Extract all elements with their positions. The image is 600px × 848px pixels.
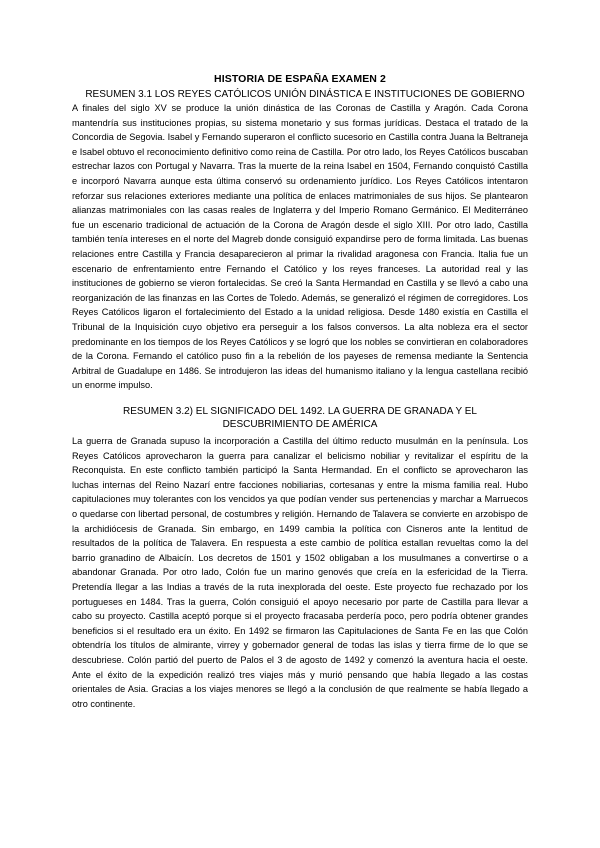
section-heading-3-2-line2: DESCUBRIMIENTO DE AMÉRICA	[222, 419, 378, 430]
section-body-3-2: La guerra de Granada supuso la incorporación a Castilla del último reducto musulmán en la península. Los Reyes Católicos aprovecharon la guerra para canalizar el belicismo nobiliar y revitalizar el espíritu de la Reconquista. En este conflicto también participó la Santa Hermandad. En el conflicto se aprovecharon las luchas internas del Reino Nazarí entre facciones nobiliarias, cortesanas y entre la misma familia real. Hubo capitulaciones muy tolerantes con los vencidos ya que podían vender sus pertenencias y marchar a Marruecos o quedarse con libertad personal, de costumbres y religión. Hernando de Talavera se convierte en arzobispo de la archidiócesis de Granada. Sin embargo, en 1499 cambia la política con Cisneros ante la lentitud de resultados de la política de Talavera. En respuesta a este cambio de política estallan revueltas como la del barrio granadino de Albaicín. Los decretos de 1501 y 1502 obligaban a los musulmanes a convertirse o a abandonar Granada. Por otro lado, Colón fue un marino genovés que creía en la esfericidad de la Tierra. Pretendía llegar a las Indias a través de la ruta inexplorada del oeste. Este proyecto fue rechazado por los portugueses en 1484. Tras la guerra, Colón consiguió el apoyo necesario por parte de Castilla para llevar a cabo su proyecto. Castilla aceptó porque si el proyecto fracasaba perdería poco, pero podría obtener grandes beneficios si el resultado era un éxito. En 1492 se firmaron las Capitulaciones de Santa Fe en las que Colón obtendría los títulos de almirante, virrey y gobernador general de todas las islas y tierra firme de lo que se descubriese. Colón partió del puerto de Palos el 3 de agosto de 1492 y comenzó la aventura hacia el oeste. Ante el éxito de la expedición realizó tres viajes más y murió pensando que había llegado a las costas orientales de Asia. Gracias a los viajes menores se llegó a la conclusión de que realmente se había llegado a otro continente.	[72, 436, 528, 709]
section-heading-3-2-line1: RESUMEN 3.2) EL SIGNIFICADO DEL 1492. LA GUERRA DE GRANADA Y EL	[122, 406, 477, 417]
section-heading-3-1: RESUMEN 3.1 LOS REYES CATÓLICOS UNIÓN DINÁSTICA E INSTITUCIONES DE GOBIERNO	[85, 89, 525, 100]
section-heading-3-2	[110, 405, 490, 431]
document-title: HISTORIA DE ESPAÑA EXAMEN 2	[214, 73, 386, 85]
section-body-3-1: A finales del siglo XV se produce la unión dinástica de las Coronas de Castilla y Aragón. Cada Corona mantendría sus instituciones propias, su sistema monetario y sus formas jurídicas. Destaca el tratado de la Concordia de Segovia. Isabel y Fernando superaron el conflicto sucesorio en Castilla contra Juana la Beltraneja e Isabel obtuvo el reconocimiento definitivo como reina de Castilla. Por otro lado, los Reyes Católicos buscaban estrechar lazos con Portugal y Navarra. Tras la muerte de la reina Isabel en 1504, Fernando conquistó Castilla e incorporó Navarra aunque esta última conservó su ordenamiento jurídico. Los Reyes Católicos intentaron reforzar sus relaciones exteriores mediante una política de enlaces matrimoniales de sus hijos. Se plantearon alianzas matrimoniales con las casas reales de Inglaterra y del Imperio Romano Germánico. El Mediterráneo fue un escenario tradicional de actuación de la Corona de Aragón desde el siglo XIII. Por otro lado, Castilla también tenía intereses en el norte del Magreb donde consiguió expandirse pero de forma limitada. Las buenas relaciones entre Castilla y Francia desaparecieron al primar la rivalidad aragonesa con Francia. Italia fue un escenario de enfrentamiento entre Fernando el Católico y los reyes franceses. La autoridad real y las instituciones de gobierno se vieron fortalecidas. Se creó la Santa Hermandad en Castilla y se llevó a cabo una reorganización de las finanzas en las Cortes de Toledo. Además, se generalizó el régimen de corregidores. Los Reyes Católicos ligaron el fortalecimiento del Estado a la unidad religiosa. Desde 1480 existía en Castilla el Tribunal de la Inquisición cuyo objetivo era perseguir a los falsos conversos. La alta nobleza era el sector predominante en los tiempos de los Reyes Católicos y se logró que los nobles se convirtieran en colaboradores de la Corona. Fernando el católico puso fin a la rebelión de los payeses de remensa mediante la Sentencia Arbitral de Guadalupe en 1486. Se introdujeron las ideas del humanismo italiano y la lengua castellana recibió un enorme impulso.	[72, 103, 528, 391]
